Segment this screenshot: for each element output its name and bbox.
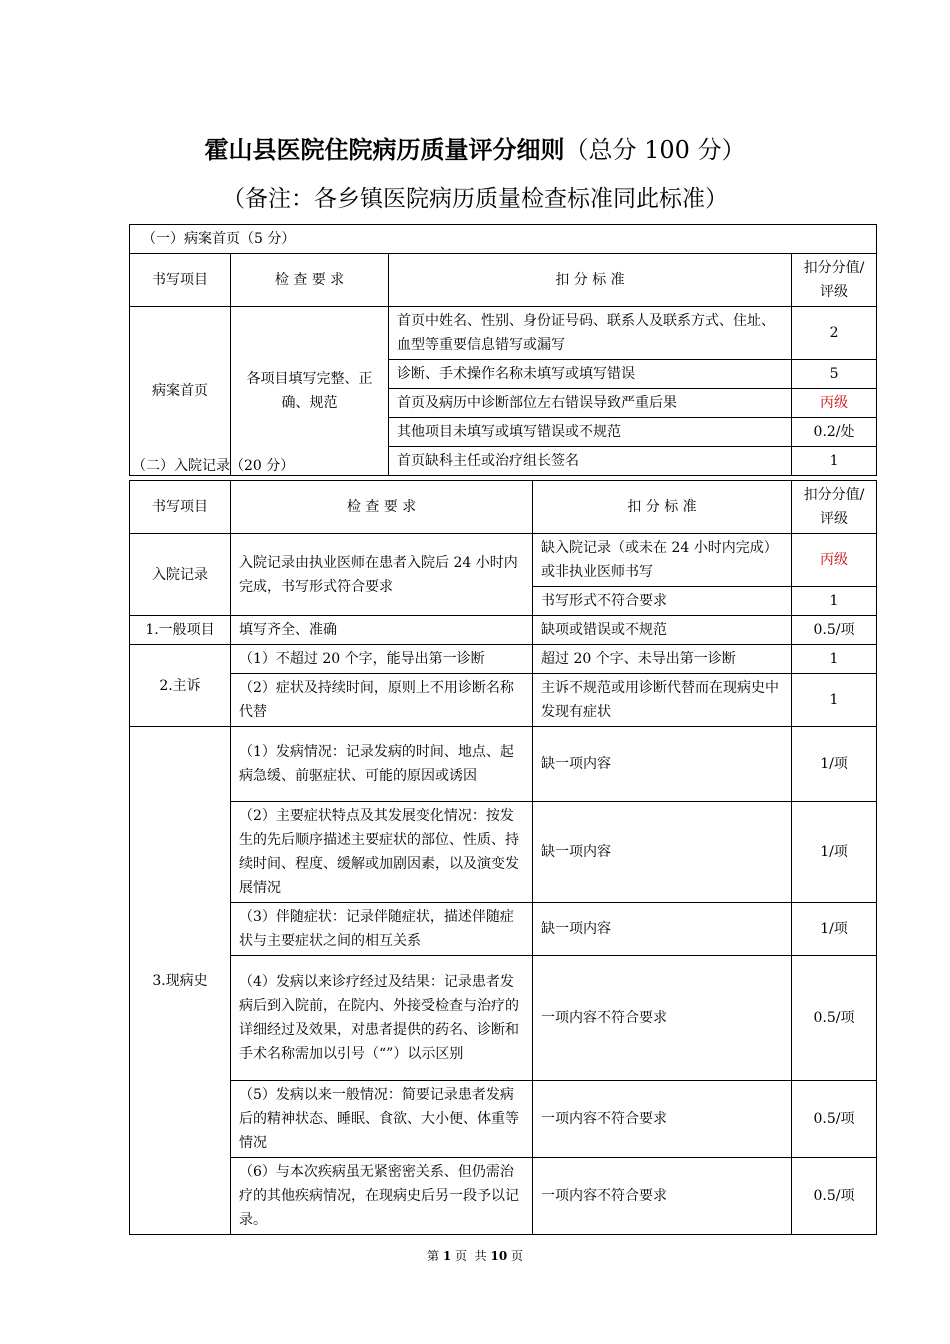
header-requirement: 检 查 要 求 <box>231 481 533 534</box>
general-requirement: 填写齐全、准确 <box>231 616 533 645</box>
admission-item: 入院记录 <box>130 534 231 616</box>
standard-cell: 诊断、手术操作名称未填写或填写错误 <box>389 360 792 389</box>
standard-cell: 首页中姓名、性别、身份证号码、联系人及联系方式、住址、血型等重要信息错写或漏写 <box>389 307 792 360</box>
standard-cell: 缺入院记录（或未在 24 小时内完成）或非执业医师书写 <box>533 534 792 587</box>
section1-table <box>129 224 877 476</box>
standard-cell: 首页缺科主任或治疗组长签名 <box>389 447 792 476</box>
value-cell: 1 <box>792 587 877 616</box>
standard-cell: 一项内容不符合要求 <box>533 1158 792 1235</box>
standard-cell: 缺一项内容 <box>533 802 792 903</box>
value-cell-grade: 丙级 <box>792 389 877 418</box>
requirement-cell: （1）不超过 20 个字，能导出第一诊断 <box>231 645 533 674</box>
header-item: 书写项目 <box>130 481 231 534</box>
value-cell: 0.5/项 <box>792 1158 877 1235</box>
value-cell: 1/项 <box>792 727 877 802</box>
section1-requirement: 各项目填写完整、正确、规范 <box>231 307 389 476</box>
header-requirement: 检 查 要 求 <box>231 254 389 307</box>
value-cell: 2 <box>792 307 877 360</box>
requirement-cell: （3）伴随症状：记录伴随症状，描述伴随症状与主要症状之间的相互关系 <box>231 903 533 956</box>
page-number: 1 <box>442 1249 452 1263</box>
page-footer <box>0 1247 950 1264</box>
value-cell: 1 <box>792 447 877 476</box>
page-total: 10 <box>490 1249 508 1263</box>
standard-cell: 其他项目未填写或填写错误或不规范 <box>389 418 792 447</box>
history-item: 3.现病史 <box>130 727 231 1235</box>
section2-table <box>129 480 877 1235</box>
header-item: 书写项目 <box>130 254 231 307</box>
requirement-cell: （1）发病情况：记录发病的时间、地点、起病急缓、前驱症状、可能的原因或诱因 <box>231 727 533 802</box>
standard-cell: 缺一项内容 <box>533 903 792 956</box>
value-cell: 1 <box>792 645 877 674</box>
standard-cell: 主诉不规范或用诊断代替而在现病史中发现有症状 <box>533 674 792 727</box>
section2-label: （二）入院记录（20 分） <box>132 458 295 474</box>
general-value: 0.5/项 <box>792 616 877 645</box>
value-cell: 1/项 <box>792 802 877 903</box>
section1-label: （一）病案首页（5 分） <box>130 225 877 254</box>
value-cell: 5 <box>792 360 877 389</box>
value-cell: 1 <box>792 674 877 727</box>
section1-item: 病案首页 <box>130 307 231 476</box>
standard-cell: 一项内容不符合要求 <box>533 1081 792 1158</box>
value-cell: 1/项 <box>792 903 877 956</box>
general-item: 1.一般项目 <box>130 616 231 645</box>
header-standard: 扣 分 标 准 <box>533 481 792 534</box>
requirement-cell: （5）发病以来一般情况：简要记录患者发病后的精神状态、睡眠、食欲、大小便、体重等情况 <box>231 1081 533 1158</box>
requirement-cell: （2）症状及持续时间，原则上不用诊断名称代替 <box>231 674 533 727</box>
requirement-cell: （4）发病以来诊疗经过及结果：记录患者发病后到入院前，在院内、外接受检查与治疗的详细经过及效果，对患者提供的药名、诊断和手术名称需加以引号（“”）以示区别 <box>231 956 533 1081</box>
complaint-item: 2.主诉 <box>130 645 231 727</box>
requirement-cell: （6）与本次疾病虽无紧密密关系、但仍需治疗的其他疾病情况，在现病史后另一段予以记录。 <box>231 1158 533 1235</box>
standard-cell: 缺一项内容 <box>533 727 792 802</box>
footer-suffix: 页 <box>511 1249 524 1263</box>
standard-cell: 超过 20 个字、未导出第一诊断 <box>533 645 792 674</box>
document-title <box>0 130 950 165</box>
standard-cell: 一项内容不符合要求 <box>533 956 792 1081</box>
admission-requirement: 入院记录由执业医师在患者入院后 24 小时内完成，书写形式符合要求 <box>231 534 533 616</box>
header-standard: 扣 分 标 准 <box>389 254 792 307</box>
general-standard: 缺项或错误或不规范 <box>533 616 792 645</box>
title-main: 霍山县医院住院病历质量评分细则 <box>204 135 565 164</box>
standard-cell: 书写形式不符合要求 <box>533 587 792 616</box>
value-cell: 0.5/项 <box>792 956 877 1081</box>
value-cell-grade: 丙级 <box>792 534 877 587</box>
requirement-cell: （2）主要症状特点及其发展变化情况：按发生的先后顺序描述主要症状的部位、性质、持续时间、程度、缓解或加剧因素，以及演变发展情况 <box>231 802 533 903</box>
footer-middle: 页 共 <box>455 1249 487 1263</box>
header-value: 扣分分值/评级 <box>792 481 877 534</box>
footer-prefix: 第 <box>426 1249 439 1263</box>
title-score: （总分 100 分） <box>564 136 746 164</box>
header-value: 扣分分值/评级 <box>792 254 877 307</box>
value-cell: 0.5/项 <box>792 1081 877 1158</box>
document-subtitle-note: （备注：各乡镇医院病历质量检查标准同此标准） <box>222 186 728 212</box>
standard-cell: 首页及病历中诊断部位左右错误导致严重后果 <box>389 389 792 418</box>
value-cell: 0.2/处 <box>792 418 877 447</box>
